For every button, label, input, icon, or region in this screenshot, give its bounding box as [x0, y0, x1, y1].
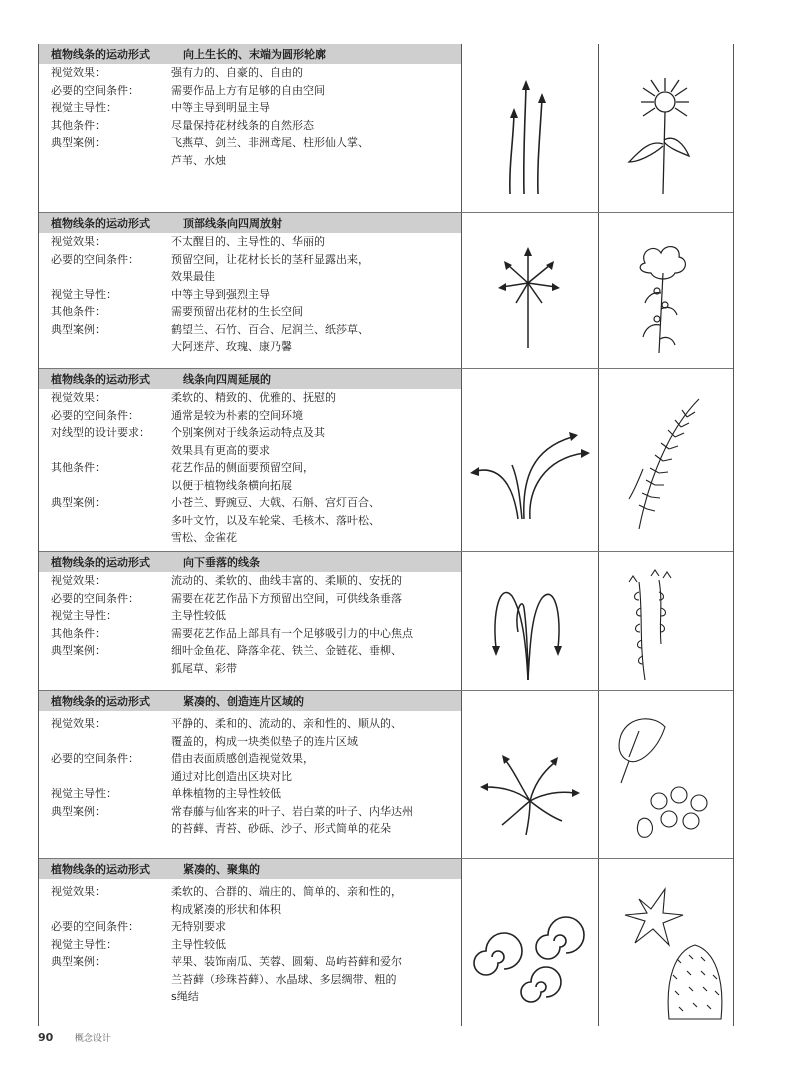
section-text [39, 572, 461, 690]
plant-sketch [598, 859, 734, 1026]
table-section [39, 213, 733, 369]
row-label: 必要的空间条件： [51, 752, 139, 765]
row-label: 其他条件： [51, 626, 106, 640]
row-value: 柔软的、精致的、优雅的、抚慰的 [171, 391, 336, 404]
table-row [39, 988, 461, 1006]
table-row [39, 901, 461, 919]
row-label [39, 477, 171, 495]
header-value: 顶部线条向四周放射 [183, 217, 282, 230]
row-value: 效果具有更高的要求 [171, 443, 270, 457]
line-diagram [461, 44, 598, 212]
table-row [39, 660, 461, 678]
table-row [39, 936, 461, 954]
header-label: 植物线条的运动形式 [51, 695, 150, 708]
table-row [39, 820, 461, 838]
row-label [39, 660, 171, 678]
row-value: 的苔藓、青苔、砂砾、沙子、形式简单的花朵 [171, 822, 391, 835]
header-value: 紧凑的、创造连片区域的 [183, 695, 304, 708]
table-row [39, 407, 461, 425]
row-label [39, 901, 171, 919]
row-value: 飞燕草、剑兰、非洲鸢尾、柱形仙人掌、 [171, 136, 369, 149]
radiating-arrows-icon [462, 213, 598, 368]
row-label: 典型案例： [51, 804, 106, 818]
section-text [39, 883, 461, 1026]
table-row [39, 233, 461, 251]
reference-table [38, 44, 734, 1026]
lily-icon [599, 213, 734, 368]
row-label: 视觉效果： [51, 574, 106, 587]
table-row [39, 477, 461, 495]
row-value: 尽量保持花材线条的自然形态 [171, 118, 314, 132]
table-row [39, 303, 461, 321]
table-row [39, 715, 461, 733]
row-label [39, 733, 171, 751]
row-value: 需要预留出花材的生长空间 [171, 305, 303, 318]
table-row [39, 494, 461, 512]
plant-sketch [598, 213, 734, 368]
table-row [39, 134, 461, 152]
spreading-arrows-icon [462, 369, 598, 551]
row-label [39, 820, 171, 838]
upward-arrows-icon [462, 44, 598, 212]
table-row [39, 572, 461, 590]
row-value: 小苍兰、野豌豆、大戟、石斛、宫灯百合、 [171, 496, 380, 509]
row-label: 其他条件： [51, 118, 106, 132]
line-diagram [461, 691, 598, 858]
row-value: 单株植物的主导性较低 [171, 787, 281, 800]
page-number: 90 [38, 1031, 54, 1044]
table-row [39, 338, 461, 356]
table-row [39, 424, 461, 442]
spiral-icon [462, 859, 598, 1026]
row-label: 视觉效果： [51, 717, 106, 730]
row-value: 通过对比创造出区块对比 [171, 769, 292, 783]
row-label [39, 988, 171, 1006]
table-row [39, 82, 461, 100]
table-row [39, 607, 461, 625]
table-section [39, 552, 733, 691]
table-row [39, 953, 461, 971]
header-label: 植物线条的运动形式 [51, 373, 150, 386]
table-row [39, 251, 461, 269]
header-label: 植物线条的运动形式 [51, 863, 150, 876]
row-value: 以便于植物线条横向拓展 [171, 478, 292, 492]
row-value: 大阿迷芹、玫瑰、康乃馨 [171, 340, 292, 353]
table-row [39, 883, 461, 901]
row-label [39, 971, 171, 989]
header-value: 线条向四周延展的 [183, 373, 271, 386]
table-section [39, 859, 733, 1026]
line-diagram [461, 213, 598, 368]
row-value: 通常是较为朴素的空间环境 [171, 408, 303, 422]
header-label: 植物线条的运动形式 [51, 556, 150, 569]
table-row [39, 642, 461, 660]
row-label [39, 768, 171, 786]
row-label [39, 512, 171, 530]
header-value: 向下垂落的线条 [183, 556, 260, 569]
row-label [39, 338, 171, 356]
header-label: 植物线条的运动形式 [51, 48, 150, 61]
row-value: 流动的、柔软的、曲线丰富的、柔顺的、安抚的 [171, 574, 402, 587]
plant-sketch [598, 552, 734, 690]
row-label [39, 152, 171, 170]
row-label [39, 268, 171, 286]
table-row [39, 117, 461, 135]
table-row [39, 64, 461, 82]
table-section [39, 369, 733, 552]
table-row [39, 803, 461, 821]
row-label: 视觉主导性： [51, 787, 117, 800]
row-label: 必要的空间条件： [51, 83, 139, 97]
row-label: 其他条件： [51, 461, 106, 474]
row-value: 苹果、装饰南瓜、芙蓉、圆菊、岛屿苔藓和爱尔 [171, 955, 402, 968]
row-label: 典型案例： [51, 496, 106, 509]
row-value: 无特别要求 [171, 920, 226, 933]
table-section [39, 691, 733, 859]
row-value: 预留空间，让花材长长的茎秆显露出来， [171, 252, 369, 266]
header-value: 向上生长的、末端为圆形轮廓 [183, 48, 326, 61]
round-flower-icon [599, 44, 734, 212]
table-row [39, 733, 461, 751]
row-label: 视觉效果： [51, 66, 106, 79]
row-value: 鹤望兰、石竹、百合、尼润兰、纸莎草、 [171, 322, 369, 336]
table-row [39, 442, 461, 460]
row-label: 对线型的设计要求： [51, 426, 150, 439]
line-diagram [461, 369, 598, 551]
table-row [39, 785, 461, 803]
table-row [39, 529, 461, 547]
row-label: 必要的空间条件： [51, 252, 139, 266]
row-label: 典型案例： [51, 955, 106, 968]
row-label: 视觉主导性： [51, 101, 117, 114]
row-value: 雪松、金雀花 [171, 531, 237, 544]
plant-sketch [598, 44, 734, 212]
row-value: 效果最佳 [171, 270, 215, 283]
row-value: 强有力的、自豪的、自由的 [171, 66, 303, 79]
table-row [39, 625, 461, 643]
fern-icon [599, 369, 734, 551]
row-value: 常春藤与仙客来的叶子、岩白菜的叶子、内华达州 [171, 804, 413, 818]
row-value: 细叶金鱼花、降落伞花、铁兰、金链花、垂柳、 [171, 644, 402, 657]
row-label: 典型案例： [51, 322, 106, 336]
row-label: 视觉效果： [51, 235, 106, 248]
section-text [39, 233, 461, 368]
row-label: 典型案例： [51, 644, 106, 657]
table-section [39, 44, 733, 213]
row-value: 柔软的、合群的、端庄的、简单的、亲和性的， [171, 885, 402, 898]
row-value: 主导性较低 [171, 937, 226, 951]
page-footer [38, 1031, 111, 1044]
section-text [39, 389, 461, 551]
table-row [39, 99, 461, 117]
table-row [39, 152, 461, 170]
hanging-flower-icon [599, 552, 734, 690]
row-value: 需要在花艺作品下方预留出空间，可供线条垂落 [171, 591, 402, 605]
table-row [39, 750, 461, 768]
row-label: 必要的空间条件： [51, 591, 139, 605]
row-label [39, 442, 171, 460]
row-value: 个别案例对于线条运动特点及其 [171, 426, 325, 439]
row-value: 中等主导到强烈主导 [171, 287, 270, 301]
line-diagram [461, 552, 598, 690]
table-row [39, 768, 461, 786]
row-value: s绳结 [171, 990, 199, 1003]
row-label: 视觉效果： [51, 391, 106, 404]
row-value: 主导性较低 [171, 609, 226, 622]
row-value: 芦苇、水烛 [171, 153, 226, 167]
row-value: 不太醒目的、主导性的、华丽的 [171, 235, 325, 248]
row-label: 必要的空间条件： [51, 408, 139, 422]
table-row [39, 268, 461, 286]
row-label: 视觉主导性： [51, 287, 117, 301]
row-label: 必要的空间条件： [51, 920, 139, 933]
table-row [39, 459, 461, 477]
row-value: 平静的、柔和的、流动的、亲和性的、顺从的、 [171, 717, 402, 730]
row-label [39, 529, 171, 547]
row-value: 借由表面质感创造视觉效果， [171, 752, 314, 765]
table-row [39, 971, 461, 989]
row-value: 需要花艺作品上部具有一个足够吸引力的中心焦点 [171, 626, 413, 640]
row-label: 视觉效果： [51, 885, 106, 898]
plant-sketch [598, 691, 734, 858]
spreading-flat-arrows-icon [462, 691, 598, 858]
row-value: 狐尾草、彩带 [171, 661, 237, 675]
row-value: 需要作品上方有足够的自由空间 [171, 83, 325, 97]
row-value: 构成紧凑的形状和体积 [171, 902, 281, 916]
row-value: 覆盖的，构成一块类似垫子的连片区域 [171, 734, 358, 748]
table-row [39, 389, 461, 407]
plant-sketch [598, 369, 734, 551]
table-row [39, 512, 461, 530]
row-label: 其他条件： [51, 305, 106, 318]
section-text [39, 64, 461, 212]
leaves-flowers-icon [599, 691, 734, 858]
drooping-lines-icon [462, 552, 598, 690]
table-row [39, 286, 461, 304]
star-flower-cone-icon [599, 859, 734, 1026]
row-value: 花艺作品的侧面要预留空间， [171, 461, 314, 474]
section-text [39, 715, 461, 858]
footer-title: 概念设计 [74, 1034, 111, 1044]
line-diagram [461, 859, 598, 1026]
row-label: 视觉主导性： [51, 937, 117, 951]
table-row [39, 590, 461, 608]
table-row [39, 321, 461, 339]
header-label: 植物线条的运动形式 [51, 217, 150, 230]
header-value: 紧凑的、聚集的 [183, 863, 260, 876]
table-row [39, 918, 461, 936]
row-label: 典型案例： [51, 136, 106, 149]
row-label: 视觉主导性： [51, 609, 117, 622]
row-value: 多叶文竹，以及车轮棠、毛核木、落叶松、 [171, 513, 380, 527]
row-value: 兰苔藓（珍珠苔藓）、水晶球、多层绸带、粗的 [171, 972, 397, 986]
row-value: 中等主导到明显主导 [171, 101, 270, 114]
